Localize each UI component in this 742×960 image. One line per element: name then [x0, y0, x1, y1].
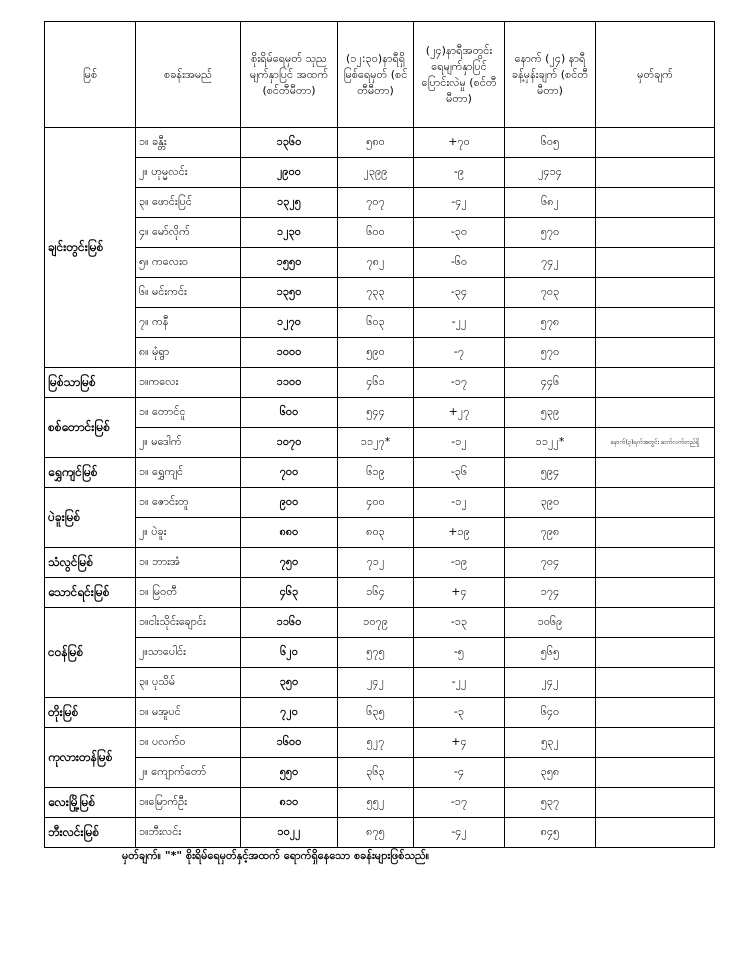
table-row — [45, 758, 715, 788]
danger-level: ၁၂၃၀ — [241, 218, 338, 248]
forecast-level: ၅၉၄ — [505, 458, 596, 488]
station-name: ၄။ မော်လိုက် — [136, 218, 241, 248]
river-name: မြစ်သာမြစ် — [45, 368, 136, 398]
danger-level: ၁၁၀၀ — [241, 368, 338, 398]
forecast-level: ၅၇၈ — [505, 308, 596, 338]
danger-level: ၇၂၀ — [241, 698, 338, 728]
station-name: ၂။ ကျောက်တော် — [136, 758, 241, 788]
level-change: +၇၀ — [414, 128, 505, 158]
table-row — [45, 608, 715, 638]
level-change: -၅ — [414, 638, 505, 668]
river-name: ပဲခူးမြစ် — [45, 488, 136, 548]
danger-level: ၁၂၇၀ — [241, 308, 338, 338]
table-row — [45, 248, 715, 278]
current-level: ၅၄၄ — [338, 398, 414, 428]
danger-level: ၁၁၆၀ — [241, 608, 338, 638]
remark — [596, 338, 715, 368]
level-change: -၄၂ — [414, 188, 505, 218]
remark — [596, 458, 715, 488]
current-level: ၆၁၉ — [338, 458, 414, 488]
header-current-level: (၁၂:၃၀)နာရီရှိ မြစ်ရေမှတ် (စင်တီမီတာ) — [338, 22, 414, 128]
table-row — [45, 728, 715, 758]
level-change: -၆၀ — [414, 248, 505, 278]
danger-level: ၅၅၀ — [241, 758, 338, 788]
table-row — [45, 428, 715, 458]
level-change: -၃၀ — [414, 218, 505, 248]
station-name: ၁။ဘီးလင်း — [136, 818, 241, 848]
header-row — [45, 22, 715, 128]
remark — [596, 818, 715, 848]
remark — [596, 278, 715, 308]
level-change: -၁၂ — [414, 428, 505, 458]
current-level: ၅၂၇ — [338, 728, 414, 758]
header-forecast: နောက် (၂၄) နာရီ ခန့်မှန်းချက် (စင်တီမီတာ) — [505, 22, 596, 128]
current-level: ၁၆၄ — [338, 578, 414, 608]
station-name: ၃။ ပုသိမ် — [136, 668, 241, 698]
forecast-level: ၁၇၄ — [505, 578, 596, 608]
station-name: ၇။ ကနီ — [136, 308, 241, 338]
forecast-level: ၅၆၅ — [505, 638, 596, 668]
danger-level: ၇၀၀ — [241, 458, 338, 488]
river-name: ကုလားတန်မြစ် — [45, 728, 136, 788]
current-level: ၇၃၃ — [338, 278, 414, 308]
forecast-level: ၂၄၁၄ — [505, 158, 596, 188]
danger-level: ၁၃၆၀ — [241, 128, 338, 158]
river-name: ရွှေကျင်မြစ် — [45, 458, 136, 488]
table-row — [45, 488, 715, 518]
station-name: ၁။မြောက်ဦး — [136, 788, 241, 818]
forecast-level: ၅၃၇ — [505, 788, 596, 818]
level-change: -၂၂ — [414, 668, 505, 698]
footnote: မှတ်ချက်။ "*" စိုးရိမ်ရေမှတ်နှင့်အထက် ရောက်ရှိနေသော စခန်းများဖြစ်သည်။ — [122, 849, 430, 862]
remark — [596, 158, 715, 188]
forecast-level: ၁၀၆၉ — [505, 608, 596, 638]
remark — [596, 668, 715, 698]
level-change: +၂၇ — [414, 398, 505, 428]
river-name: ငဝန်မြစ် — [45, 608, 136, 698]
forecast-level: ၆၄၀ — [505, 698, 596, 728]
level-change: -၂၂ — [414, 308, 505, 338]
remark — [596, 398, 715, 428]
table-row — [45, 818, 715, 848]
remark — [596, 308, 715, 338]
level-change: -၃၄ — [414, 278, 505, 308]
table-row — [45, 308, 715, 338]
station-name: ၁။ ဇောင်းတူ — [136, 488, 241, 518]
forecast-level: ၃၅၈ — [505, 758, 596, 788]
forecast-level: ၅၇၀ — [505, 218, 596, 248]
remark — [596, 518, 715, 548]
forecast-level: ၆၀၅ — [505, 128, 596, 158]
remark — [596, 728, 715, 758]
level-change: +၄ — [414, 578, 505, 608]
station-name: ၂။သာပေါင်း — [136, 638, 241, 668]
river-name: ချင်းတွင်းမြစ် — [45, 128, 136, 368]
station-name: ၂။ ပဲခူး — [136, 518, 241, 548]
current-level: ၅၈၀ — [338, 128, 414, 158]
level-change: -၁၃ — [414, 608, 505, 638]
table-row — [45, 128, 715, 158]
table-row — [45, 548, 715, 578]
river-name: လေးမြို့မြစ် — [45, 788, 136, 818]
current-level: ၆၀၀ — [338, 218, 414, 248]
station-name: ၅။ ကလေးဝ — [136, 248, 241, 278]
header-river: မြစ် — [45, 22, 136, 128]
remark — [596, 638, 715, 668]
station-name: ၁။ တောင်ငူ — [136, 398, 241, 428]
forecast-level: ၂၄၂ — [505, 668, 596, 698]
station-name: ၁။ငါးသိုင်းချောင်း — [136, 608, 241, 638]
forecast-level: ၅၃၉ — [505, 398, 596, 428]
station-name: ၃။ ဖောင်းပြင် — [136, 188, 241, 218]
header-danger-level: စိုးရိမ်ရေမှတ် သုညမျက်နှာပြင် အထက် (စင်တီမီတာ) — [241, 22, 338, 128]
forecast-level: ၈၄၅ — [505, 818, 596, 848]
river-name: တိုးမြစ် — [45, 698, 136, 728]
station-name: ၆။ မင်းကင်း — [136, 278, 241, 308]
header-change: (၂၄)နာရီအတွင်း ရေမျက်နှာပြင် ပြောင်းလဲမှု (စင်တီမီတာ) — [414, 22, 505, 128]
level-change: -၁၇ — [414, 788, 505, 818]
forecast-level: ၇၉၈ — [505, 518, 596, 548]
forecast-level: ၇၀၄ — [505, 548, 596, 578]
table-row — [45, 278, 715, 308]
forecast-level: ၇၀၃ — [505, 278, 596, 308]
river-name: သံလွင်မြစ် — [45, 548, 136, 578]
current-level: ၆၃၅ — [338, 698, 414, 728]
level-change: +၁၉ — [414, 518, 505, 548]
remark — [596, 248, 715, 278]
forecast-level: ၅၇၀ — [505, 338, 596, 368]
remark — [596, 488, 715, 518]
danger-level: ၆၀၀ — [241, 398, 338, 428]
current-level: ၁၁၂၇* — [338, 428, 414, 458]
current-level: ၅၅၂ — [338, 788, 414, 818]
table-row — [45, 458, 715, 488]
remark — [596, 188, 715, 218]
remark — [596, 578, 715, 608]
danger-level: ၁၅၅၀ — [241, 248, 338, 278]
level-change: -၃ — [414, 698, 505, 728]
station-name: ၁။ ရွှေကျင် — [136, 458, 241, 488]
header-station: စခန်းအမည် — [136, 22, 241, 128]
table-body — [45, 128, 715, 848]
station-name: ၈။ မုံရွာ — [136, 338, 241, 368]
current-level: ၄၀၀ — [338, 488, 414, 518]
station-name: ၁။ မအူပင် — [136, 698, 241, 728]
remark: နောက်(၃)ရက်အတွင်း ဆက်လက်တည်ရှိ — [596, 428, 715, 458]
station-name: ၁။ ခန္တီး — [136, 128, 241, 158]
current-level: ၈၀၃ — [338, 518, 414, 548]
current-level: ၅၇၅ — [338, 638, 414, 668]
table-row — [45, 518, 715, 548]
level-change: -၁၇ — [414, 368, 505, 398]
danger-level: ၁၀၇၀ — [241, 428, 338, 458]
table-row — [45, 788, 715, 818]
level-change: -၁၉ — [414, 548, 505, 578]
level-change: -၃၆ — [414, 458, 505, 488]
danger-level: ၂၉၀၀ — [241, 158, 338, 188]
danger-level: ၁၃၂၅ — [241, 188, 338, 218]
forecast-level: ၄၄၆ — [505, 368, 596, 398]
forecast-level: ၆၈၂ — [505, 188, 596, 218]
danger-level: ၆၂၀ — [241, 638, 338, 668]
level-change: -၄ — [414, 758, 505, 788]
current-level: ၇၈၂ — [338, 248, 414, 278]
level-change: -၉ — [414, 158, 505, 188]
table-row — [45, 188, 715, 218]
danger-level: ၈၈၀ — [241, 518, 338, 548]
level-change: +၄ — [414, 728, 505, 758]
danger-level: ၁၃၅၀ — [241, 278, 338, 308]
remark — [596, 368, 715, 398]
current-level: ၃၆၃ — [338, 758, 414, 788]
station-name: ၁။ ဘားအံ — [136, 548, 241, 578]
remark — [596, 698, 715, 728]
level-change: -၄၂ — [414, 818, 505, 848]
danger-level: ၄၆၃ — [241, 578, 338, 608]
current-level: ၅၉၀ — [338, 338, 414, 368]
station-name: ၂။ ဟုမ္မလင်း — [136, 158, 241, 188]
danger-level: ၈၁၀ — [241, 788, 338, 818]
table-row — [45, 668, 715, 698]
table-row — [45, 638, 715, 668]
river-name: ဘီးလင်းမြစ် — [45, 818, 136, 848]
table-row — [45, 398, 715, 428]
level-change: -၇ — [414, 338, 505, 368]
remark — [596, 128, 715, 158]
danger-level: ၉၀၀ — [241, 488, 338, 518]
table-row — [45, 338, 715, 368]
danger-level: ၁၀၂၂ — [241, 818, 338, 848]
header-remark: မှတ်ချက် — [596, 22, 715, 128]
table-row — [45, 368, 715, 398]
current-level: ၇၁၂ — [338, 548, 414, 578]
remark — [596, 608, 715, 638]
current-level: ၈၇၅ — [338, 818, 414, 848]
station-name: ၂။ မဒေါက် — [136, 428, 241, 458]
remark — [596, 758, 715, 788]
forecast-level: ၅၃၂ — [505, 728, 596, 758]
table-row — [45, 158, 715, 188]
danger-level: ၁၀၀၀ — [241, 338, 338, 368]
station-name: ၁။ မြဝတီ — [136, 578, 241, 608]
station-name: ၁။ ပလက်ဝ — [136, 728, 241, 758]
level-change: -၁၂ — [414, 488, 505, 518]
danger-level: ၃၅၀ — [241, 668, 338, 698]
danger-level: ၁၆၀၀ — [241, 728, 338, 758]
remark — [596, 218, 715, 248]
river-name: သောင်ရင်းမြစ် — [45, 578, 136, 608]
water-level-table — [44, 21, 715, 848]
current-level: ၇၀၇ — [338, 188, 414, 218]
remark — [596, 548, 715, 578]
current-level: ၂၄၂ — [338, 668, 414, 698]
current-level: ၆၀၃ — [338, 308, 414, 338]
forecast-level: ၃၉၀ — [505, 488, 596, 518]
table-row — [45, 578, 715, 608]
current-level: ၂၃၉၉ — [338, 158, 414, 188]
danger-level: ၇၅၀ — [241, 548, 338, 578]
current-level: ၁၀၇၉ — [338, 608, 414, 638]
station-name: ၁။ကလေး — [136, 368, 241, 398]
current-level: ၄၆၁ — [338, 368, 414, 398]
forecast-level: ၁၁၂၂* — [505, 428, 596, 458]
table-row — [45, 218, 715, 248]
remark — [596, 788, 715, 818]
river-name: စစ်တောင်းမြစ် — [45, 398, 136, 458]
forecast-level: ၇၄၂ — [505, 248, 596, 278]
table-row — [45, 698, 715, 728]
